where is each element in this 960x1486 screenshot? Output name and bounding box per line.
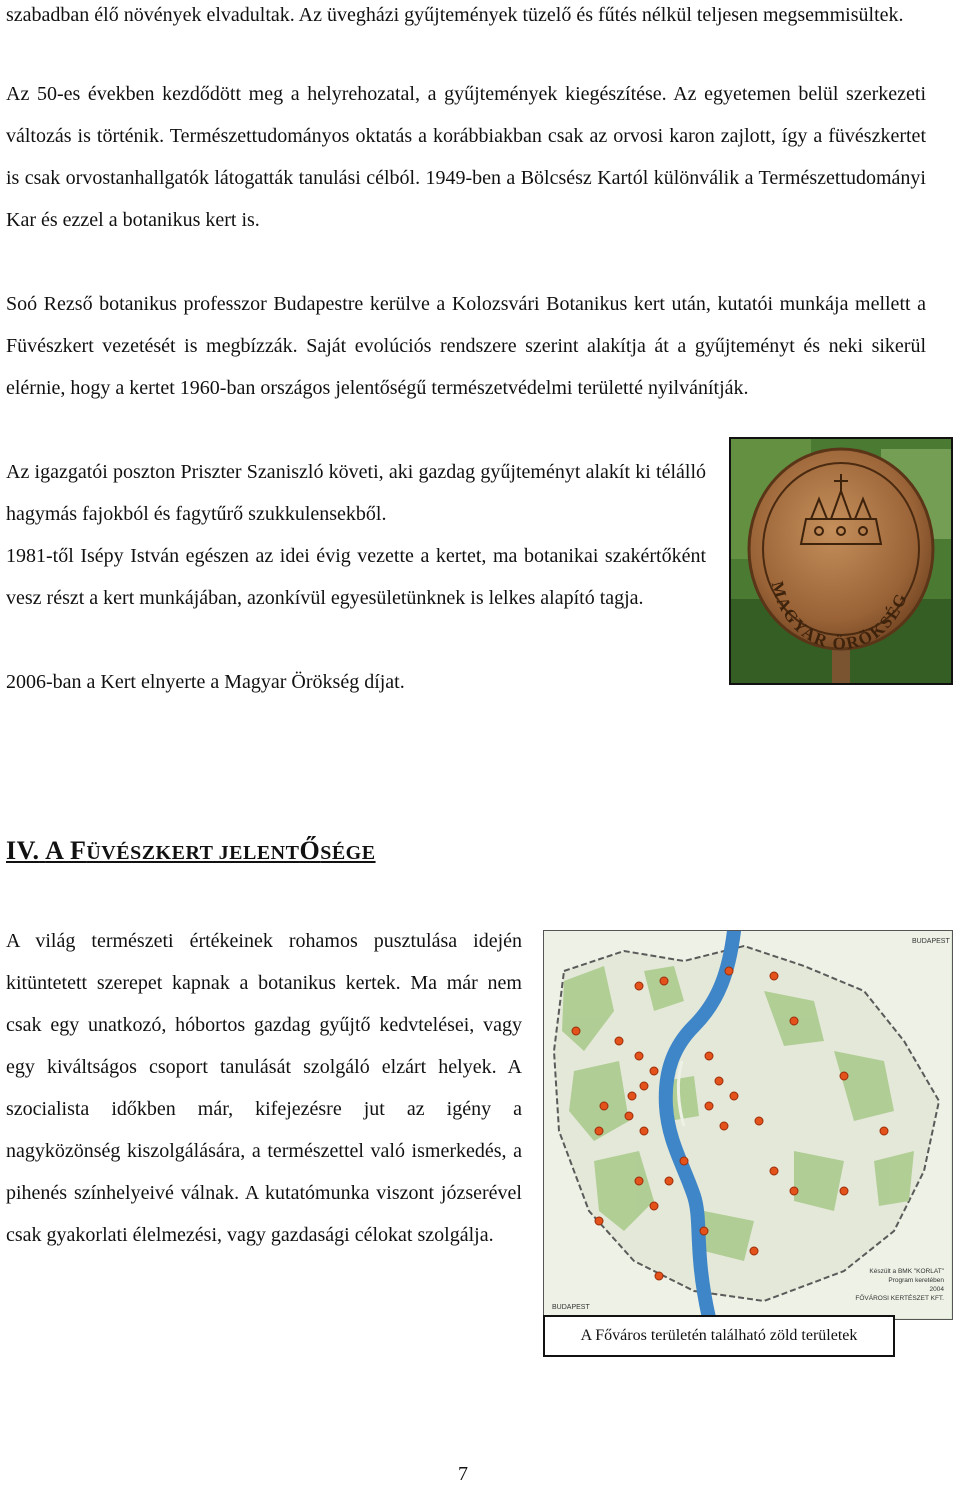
heading-part-1: A F: [45, 836, 87, 865]
page-number: 7: [458, 1463, 468, 1485]
paragraph-3: Soó Rezső botanikus professzor Budapestre kerülve a Kolozsvári Botanikus kert után, kutatói munkája mellett a Füvészkert vezetését is megbízzák. Saját evolúciós rendszere szerint alakítja át a gyűjteményt és neki sikerül elérnie, hogy a kertet 1960-ban országos jelentőségű természetvédelmi területté nyilvánítják.: [6, 293, 926, 399]
map-credit-line-2: Program keretében: [888, 1277, 944, 1284]
heading-number: IV.: [6, 836, 40, 865]
map-credit-line-3: 2004: [929, 1286, 944, 1293]
map-credit-line-1: Készült a BMK "KORLAT": [869, 1268, 944, 1275]
heading-part-2: ÜVÉSZKERT JELENT: [86, 842, 300, 864]
paragraph-5: 1981-től Isépy István egészen az idei évig vezette a kertet, ma botanikai szakértőként vesz részt a kert munkájában, azonkívül egyesületünknek is lelkes alapító tagja.: [6, 545, 706, 609]
magyar-orokseg-sign-photo: [729, 437, 953, 685]
paragraph-6: 2006-ban a Kert elnyerte a Magyar Örökség díjat.: [6, 671, 405, 693]
budapest-green-areas-map: [543, 930, 953, 1320]
map-label-top: BUDAPEST: [912, 938, 950, 945]
sign-photo-svg: [731, 439, 951, 683]
map-svg: [544, 931, 951, 1318]
section-paragraph: A világ természeti értékeinek rohamos pusztulása idején kitüntetett szerepet kapnak a botanikus kertek. Ma már nem csak egy unatkozó, hóbortos gazdag gyűjtő kedvtelései, vagy egy kiváltságos csoport tanulását szolgáló elzárt helyek. A szocialista időkben már, kifejezésre jut az igény a nagyközönség kiszolgálására, a természettel való ismerkedés, a pihenés színhelyeivé válnak. A kutatómunka viszont józserével csak gyakorlati élelmezési, vagy gazdasági célokat szolgálja.: [6, 930, 522, 1246]
map-credit-line-4: FŐVÁROSI KERTÉSZET KFT.: [855, 1295, 944, 1302]
paragraph-4: Az igazgatói poszton Priszter Szaniszló követi, aki gazdag gyűjteményt alakít ki télálló hagymás fajokból és fagytűrő szukkulensekből.: [6, 461, 706, 525]
map-caption: A Főváros területén található zöld területek: [543, 1315, 895, 1357]
section-heading: [6, 836, 376, 866]
paragraph-1: szabadban élő növények elvadultak. Az üvegházi gyűjtemények tüzelő és fűtés nélkül teljesen megsemmisültek.: [6, 4, 904, 26]
seal-inscription: MAGYAR ÖRÖKSÉG: [767, 579, 912, 654]
map-label-bottom: BUDAPEST: [552, 1304, 590, 1311]
paragraph-2: Az 50-es években kezdődött meg a helyrehozatal, a gyűjtemények kiegészítése. Az egyetemen belül szerkezeti változás is történik. Természettudományos oktatás a korábbiakban csak az orvosi karon zajlott, így a füvészkertet is csak orvostanhallgatók látogatták tanulási célból. 1949-ben a Bölcsész Kartól különválik a Természettudományi Kar és ezzel a botanikus kert is.: [6, 83, 926, 231]
heading-part-3: Ő: [299, 836, 321, 865]
heading-part-4: SÉGE: [320, 842, 376, 864]
